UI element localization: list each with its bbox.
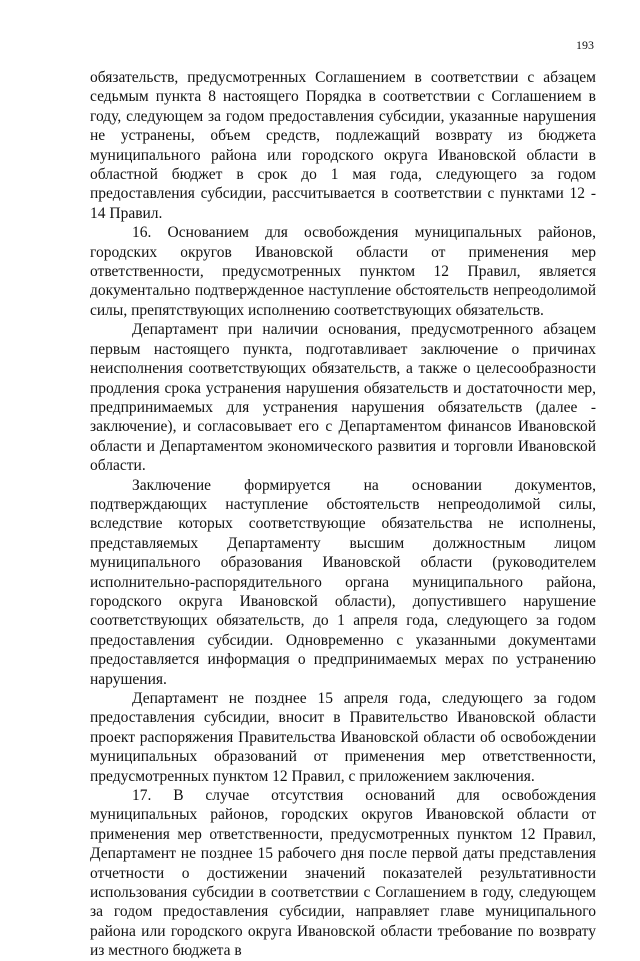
document-body — [90, 68, 596, 961]
paragraph-item-16: 16. Основанием для освобождения муниципальных районов, городских округов Ивановской области от применения мер ответственности, предусмотренных пунктом 12 Правил, является документально подтвержденное наступление обстоятельств непреодолимой силы, препятствующих исполнению соответствующих обязательств. — [90, 224, 596, 319]
paragraph-department-deadline: Департамент не позднее 15 апреля года, следующего за годом предоставления субсидии, вносит в Правительство Ивановской области проект распоряжения Правительства Ивановской области об освобождении муниципальных образований от применения мер ответственности, предусмотренных пунктом 12 Правил, с приложением заключения. — [90, 690, 596, 785]
paragraph-item-17: 17. В случае отсутствия оснований для освобождения муниципальных районов, городских округов Ивановской области от применения мер ответственности, предусмотренных пунктом 12 Правил, Департамент не позднее 15 рабочего дня после первой даты представления отчетности о достижении значений показателей результативности использования субсидии в соответствии с Соглашением в году, следующем за годом предоставления субсидии, направляет главе муниципального района или городского округа Ивановской области требование по возврату из местного бюджета в — [90, 787, 596, 960]
page-number: 193 — [576, 38, 594, 52]
paragraph-department-conclusion: Департамент при наличии основания, предусмотренного абзацем первым настоящего пункта, подготавливает заключение о причинах неисполнения соответствующих обязательств, а также о целесообразности продления срока устранения нарушения обязательств и достаточности мер, предпринимаемых для устранения нарушения обязательств (далее - заключение), и согласовывает его с Департаментом финансов Ивановской области и Департаментом экономического развития и торговли Ивановской области. — [90, 321, 596, 475]
paragraph-conclusion-basis: Заключение формируется на основании документов, подтверждающих наступление обстоятельств непреодолимой силы, вследствие которых соответствующие обязательства не исполнены, представляемых Департаменту высшим должностным лицом муниципального образования Ивановской области (руководителем исполнительно-распорядительного органа муниципального района, городского округа Ивановской области), допустившего нарушение соответствующих обязательств, до 1 апреля года, следующего за годом предоставления субсидии. Одновременно с указанными документами предоставляется информация о предпринимаемых мерах по устранению нарушения. — [90, 476, 596, 688]
paragraph-continuation: обязательств, предусмотренных Соглашением в соответствии с абзацем седьмым пункта 8 настоящего Порядка в соответствии с Соглашением в году, следующем за годом предоставления субсидии, указанные нарушения не устранены, объем средств, подлежащий возврату из бюджета муниципального района или городского округа Ивановской области в областной бюджет в срок до 1 мая года, следующего за годом предоставления субсидии, рассчитывается в соответствии с пунктами 12 - 14 Правил. — [90, 69, 596, 222]
